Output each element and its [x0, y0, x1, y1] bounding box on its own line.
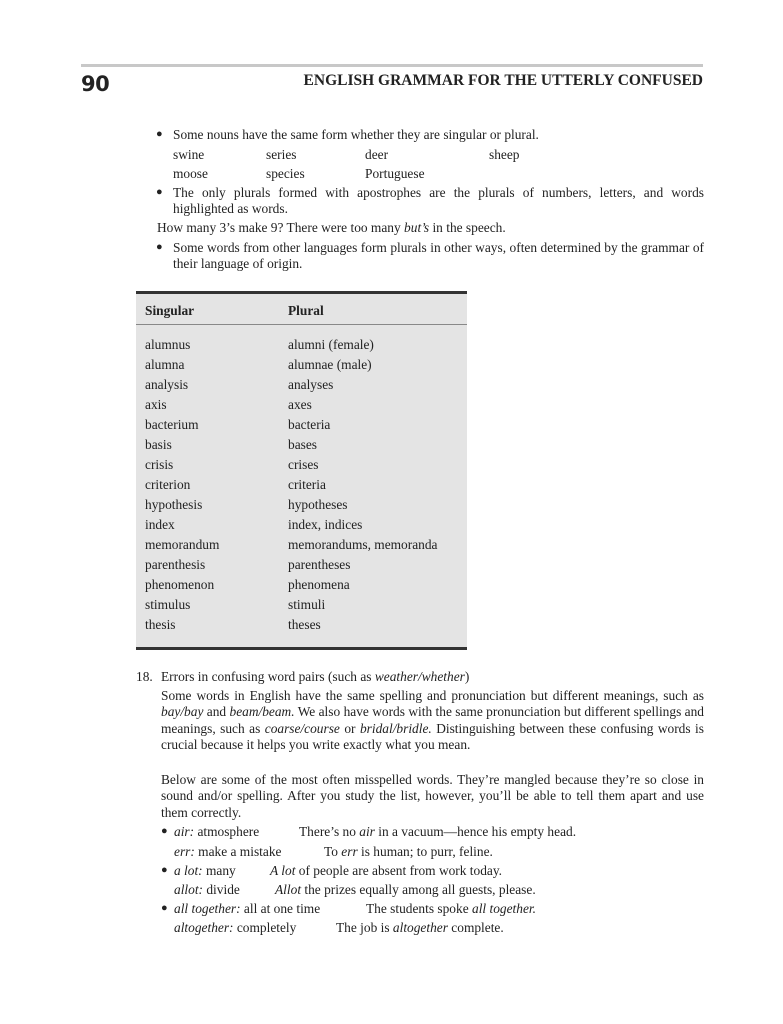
table-cell-plural: stimuli: [288, 597, 326, 612]
noun-example: moose: [173, 166, 208, 181]
noun-example: Portuguese: [365, 166, 425, 181]
pair-definition: a lot: many: [174, 863, 236, 878]
bullet-icon: ●: [161, 825, 168, 837]
bullet-foreign-plurals: Some words from other languages form plurals in other ways, often determined by the grammar of their language of origin.: [173, 240, 704, 272]
bullet-icon: ●: [156, 241, 163, 253]
table-cell-singular: stimulus: [145, 597, 191, 612]
table-cell-singular: analysis: [145, 377, 189, 392]
bullet-apostrophe-plurals: The only plurals formed with apostrophes are the plurals of numbers, letters, and words highlighted as words.: [173, 185, 704, 217]
table-cell-singular: criterion: [145, 477, 191, 492]
noun-example: deer: [365, 147, 389, 162]
table-cell-plural: criteria: [288, 477, 326, 492]
pair-example: The students spoke all together.: [366, 901, 536, 916]
table-cell-singular: parenthesis: [145, 557, 206, 572]
noun-example: sheep: [489, 147, 520, 162]
table-cell-plural: hypotheses: [288, 497, 348, 512]
table-cell-plural: index, indices: [288, 517, 363, 532]
table-header-singular: Singular: [145, 303, 195, 318]
table-cell-singular: index: [145, 517, 175, 532]
table-cell-plural: alumni (female): [288, 337, 374, 352]
section-paragraph-2: Below are some of the most often misspelled words. They’re mangled because they’re so close in sound and/or spelling. After you study the list, however, you’ll be able to tell them apart and use them correctly.: [161, 772, 704, 820]
table-cell-plural: axes: [288, 397, 312, 412]
bullet-icon: ●: [156, 186, 163, 198]
noun-example: swine: [173, 147, 205, 162]
pair-definition: air: atmosphere: [174, 824, 260, 839]
table-cell-plural: alumnae (male): [288, 357, 372, 372]
pair-example: To err is human; to purr, feline.: [324, 844, 493, 859]
table-cell-plural: bases: [288, 437, 318, 452]
table-cell-plural: bacteria: [288, 417, 331, 432]
table-cell-plural: crises: [288, 457, 319, 472]
table-cell-plural: memorandums, memoranda: [288, 537, 438, 552]
noun-example: species: [266, 166, 305, 181]
bullet-icon: ●: [161, 902, 168, 914]
table-cell-plural: phenomena: [288, 577, 350, 592]
table-cell-singular: hypothesis: [145, 497, 203, 512]
section-paragraph-1: Some words in English have the same spelling and pronunciation but different meanings, such as bay/bay and beam/beam. We also have words with the same pronunciation but different spellings and meanings, such as coarse/course or bridal/bridle. Distinguishing between these confusing words is crucial because it helps you write exactly what you mean.: [161, 688, 705, 752]
section-number: 18.: [136, 669, 153, 684]
table-cell-singular: alumnus: [145, 337, 191, 352]
pair-example: The job is altogether complete.: [336, 920, 504, 935]
pair-definition: err: make a mistake: [174, 844, 282, 859]
table-cell-singular: axis: [145, 397, 167, 412]
apostrophe-example: How many 3’s make 9? There were too many but’s in the speech.: [157, 220, 506, 235]
noun-example: series: [266, 147, 297, 162]
bullet-same-form: Some nouns have the same form whether they are singular or plural.: [173, 127, 539, 142]
bullet-icon: ●: [156, 128, 163, 140]
plural-table: [136, 291, 467, 650]
pair-example: A lot of people are absent from work today.: [270, 863, 503, 878]
pair-definition: all together: all at one time: [174, 901, 321, 916]
pair-example: There’s no air in a vacuum—hence his empty head.: [299, 824, 577, 839]
table-cell-singular: alumna: [145, 357, 185, 372]
table-cell-singular: crisis: [145, 457, 174, 472]
section-heading: Errors in confusing word pairs (such as weather/whether): [161, 669, 470, 684]
table-cell-plural: theses: [288, 617, 321, 632]
table-header-rule: [136, 324, 467, 325]
running-title: ENGLISH GRAMMAR FOR THE UTTERLY CONFUSED: [303, 72, 703, 89]
pair-definition: allot: divide: [174, 882, 240, 897]
pair-example: Allot the prizes equally among all guests, please.: [275, 882, 536, 897]
bullet-icon: ●: [161, 864, 168, 876]
pair-definition: altogether: completely: [174, 920, 297, 935]
table-cell-singular: bacterium: [145, 417, 199, 432]
table-cell-singular: basis: [145, 437, 172, 452]
table-header-plural: Plural: [288, 303, 324, 318]
table-cell-singular: memorandum: [145, 537, 220, 552]
table-cell-plural: analyses: [288, 377, 334, 392]
table-cell-plural: parentheses: [288, 557, 351, 572]
header-rule: [81, 64, 703, 67]
table-cell-singular: thesis: [145, 617, 176, 632]
page-number: 90: [81, 72, 110, 96]
table-cell-singular: phenomenon: [145, 577, 215, 592]
